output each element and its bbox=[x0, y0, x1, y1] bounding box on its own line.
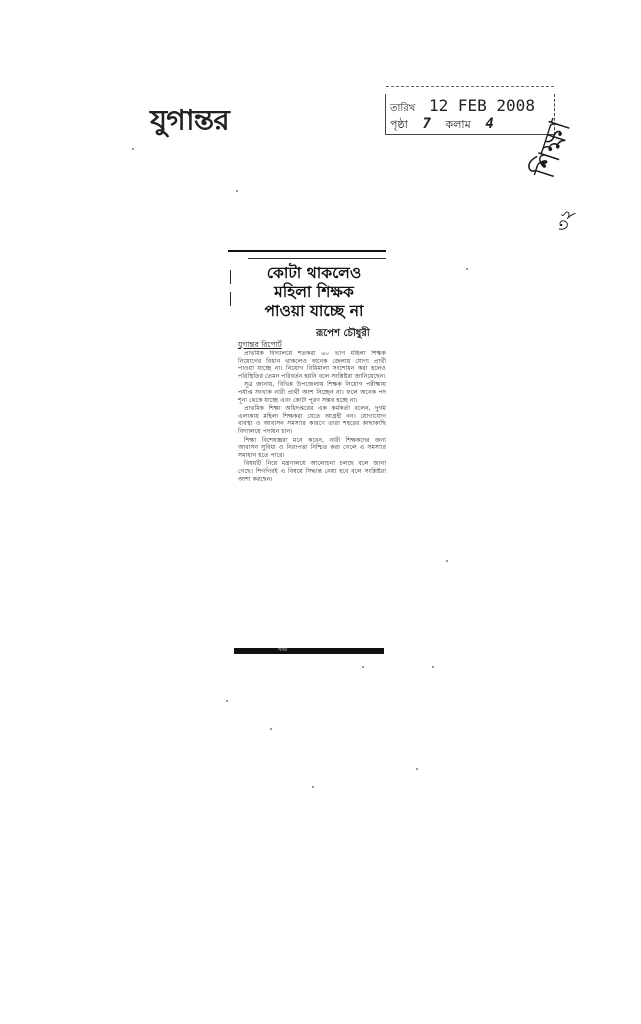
clipping-margin-mark bbox=[230, 270, 231, 284]
stamp-date-label: তারিখ bbox=[390, 103, 416, 114]
scan-speck bbox=[416, 768, 418, 770]
scan-speck bbox=[466, 268, 468, 270]
article-paragraph: বিষয়টি নিয়ে মন্ত্রণালয়ে আলোচনা চলছে বলে জানা গেছে। শিগগিরই এ বিষয়ে সিদ্ধান্ত নেয়া হবে বলে সংশ্লিষ্টরা আশা করছেন। bbox=[238, 460, 386, 483]
scan-speck bbox=[362, 666, 364, 668]
stamp-column-label: কলাম bbox=[445, 118, 471, 131]
stamp-top-rule bbox=[386, 86, 554, 87]
article-byline: রূপেশ চৌধুরী bbox=[316, 328, 370, 339]
scan-speck bbox=[226, 700, 228, 702]
clipping-sub-rule bbox=[248, 258, 386, 259]
article-bureau: যুগান্তর রিপোর্ট bbox=[238, 340, 282, 349]
article-paragraph: শিক্ষা বিশেষজ্ঞরা মনে করেন, নারী শিক্ষকদের জন্য আবাসন সুবিধা ও নিরাপত্তা নিশ্চিত করা গেলে এ সমস্যার সমাধান হতে পারে। bbox=[238, 436, 386, 459]
stamp-date: 12 FEB 2008 bbox=[428, 96, 535, 115]
stamp-page-value: 7 bbox=[422, 116, 431, 132]
clipping-footer-bar bbox=[234, 648, 384, 654]
article-paragraph: প্রাথমিক বিদ্যালয়ে শতকরা ৬০ ভাগ মহিলা শিক্ষক নিয়োগের বিধান থাকলেও অনেক জেলায় যোগ্য প্রার্থী পাওয়া যাচ্ছে না। নিয়োগ বিধিমালা সংশোধন করা হলেও পরিস্থিতির তেমন পরিবর্তন হয়নি বলে সংশ্লিষ্টরা জানিয়েছেন। bbox=[238, 350, 386, 380]
stamp-page-label: পৃষ্ঠা bbox=[390, 118, 408, 131]
scan-speck bbox=[446, 560, 448, 562]
article-body bbox=[238, 350, 386, 646]
article-paragraph: সূত্র জানায়, বিভিন্ন উপজেলায় শিক্ষক নিয়োগ পরীক্ষায় পর্যাপ্ত সংখ্যক নারী প্রার্থী অংশ নিচ্ছেন না। ফলে অনেক পদ শূন্য থেকে যাচ্ছে এবং কোটা পূরণ সম্ভব হচ্ছে না। bbox=[238, 381, 386, 404]
clipping-top-rule bbox=[228, 250, 386, 252]
scan-speck bbox=[236, 190, 238, 192]
scan-speck bbox=[312, 786, 314, 788]
headline-line: পাওয়া যাচ্ছে না bbox=[264, 302, 364, 320]
stamp-column-value: 4 bbox=[485, 116, 494, 132]
handwritten-number-note: ৩২ bbox=[551, 205, 580, 235]
news-clipping bbox=[228, 250, 390, 658]
stamp-page-row bbox=[390, 116, 502, 135]
article-paragraph: প্রাথমিক শিক্ষা অধিদপ্তরের এক কর্মকর্তা বলেন, দুর্গম এলাকায় মহিলা শিক্ষকরা যেতে আগ্রহী নন। যোগাযোগ ব্যবস্থা ও আবাসন সমস্যার কারণে তারা শহরের কাছাকাছি বিদ্যালয়ে পদায়ন চান। bbox=[238, 405, 386, 435]
handwritten-category-note: শিক্ষা bbox=[526, 115, 579, 183]
headline-line: কোটা থাকলেও bbox=[266, 264, 362, 282]
scan-speck bbox=[132, 148, 134, 150]
clipping-margin-mark bbox=[230, 292, 231, 306]
article-headline bbox=[242, 264, 386, 321]
headline-line: মহিলা শিক্ষক bbox=[274, 283, 354, 301]
clipping-footer-label: খবর bbox=[278, 647, 287, 653]
scan-speck bbox=[432, 666, 434, 668]
scan-speck bbox=[270, 728, 272, 730]
date-stamp bbox=[385, 94, 555, 135]
stamp-date-row bbox=[390, 96, 535, 118]
newspaper-masthead: যুগান্তর bbox=[150, 104, 229, 137]
